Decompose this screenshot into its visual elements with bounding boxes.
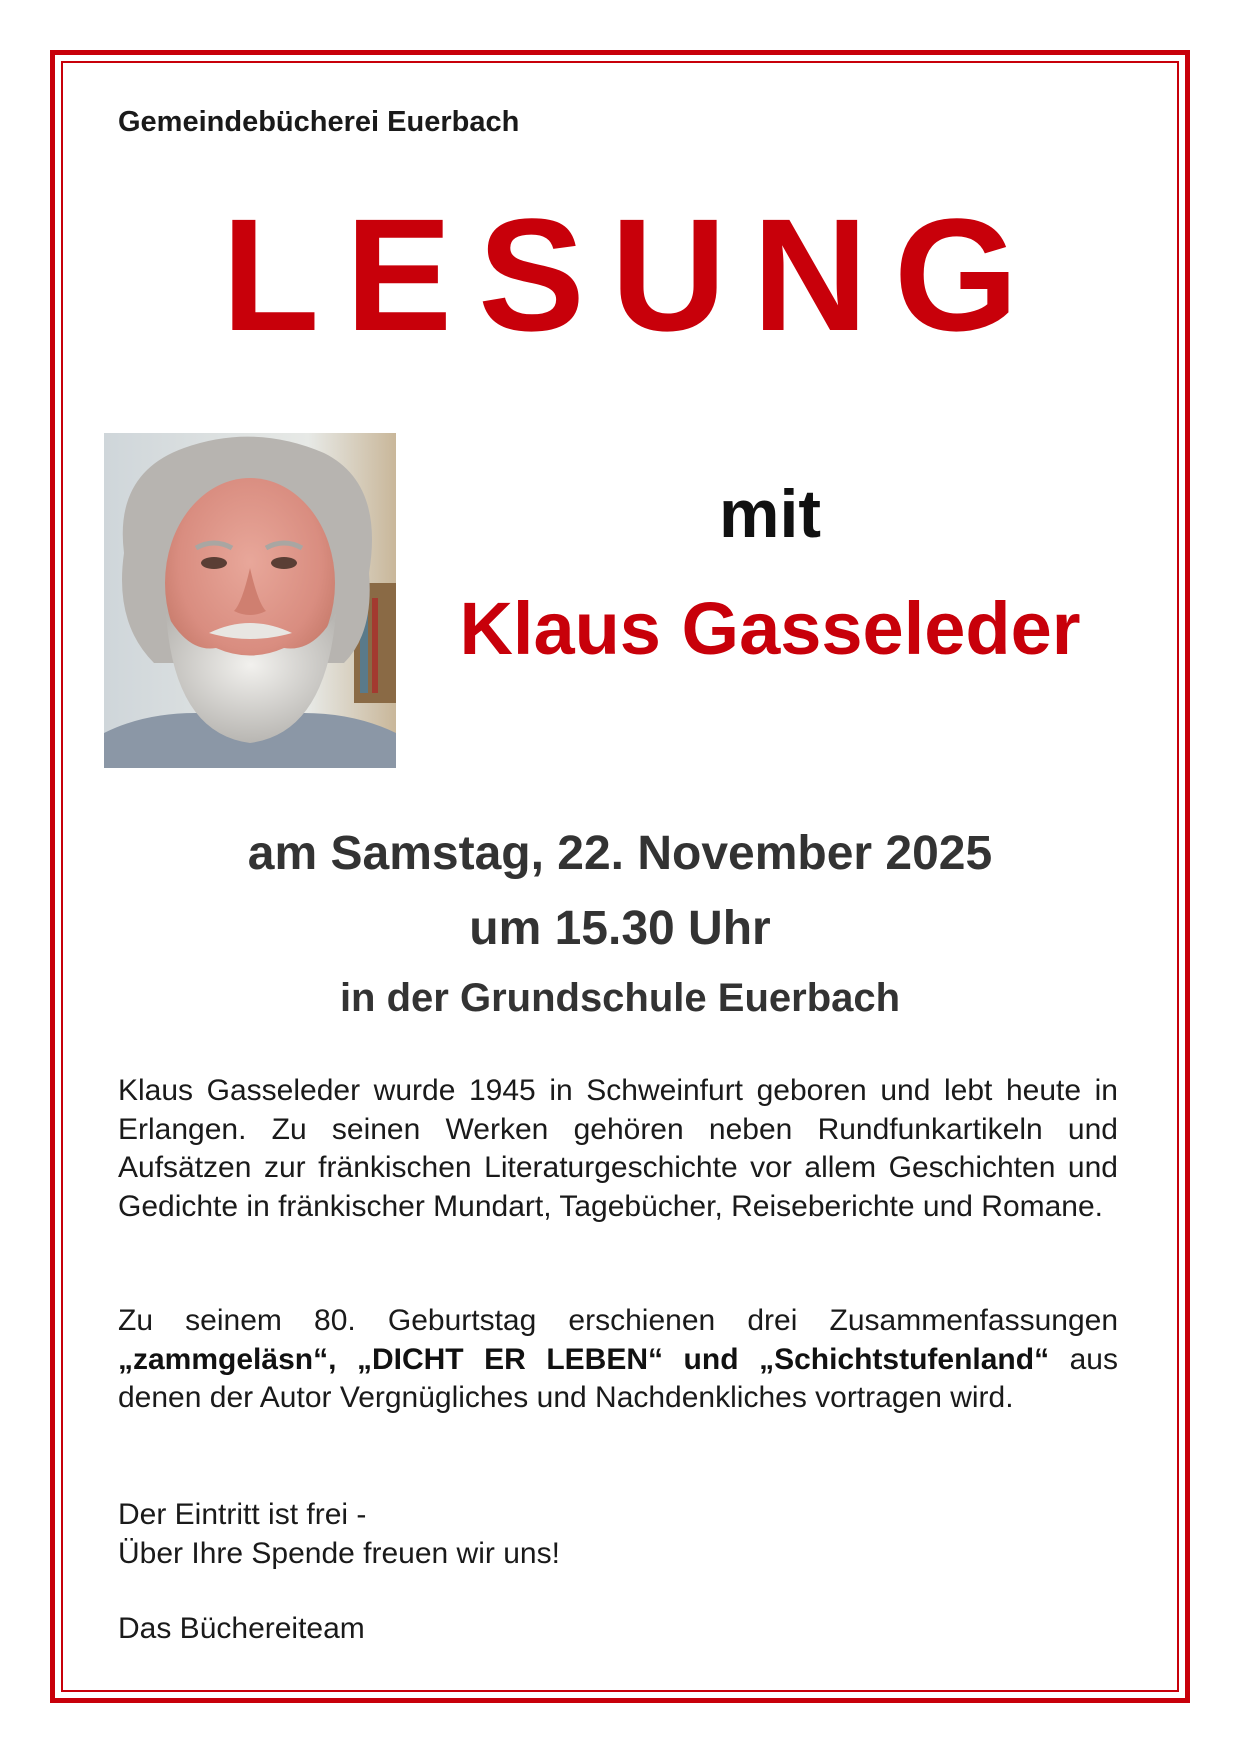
author-bio-paragraph: Klaus Gasseleder wurde 1945 in Schweinfurt geboren und lebt heute in Erlangen. Zu seinen Werken gehören neben Rundfunkartikeln und Aufsätzen zur fränkischen Literaturgeschichte vor allem Geschichten und Gedichte in fränkischer Mundart, Tagebücher, Reiseberichte und Romane. (118, 1074, 1118, 1223)
publications-outro: aus denen der Autor Vergnügliches und Nachdenkliches vortragen wird. (118, 1342, 1118, 1414)
headline-letter: E (345, 185, 453, 364)
headline-letter: U (610, 185, 727, 364)
book-title-3: „Schichtstufenland“ (759, 1342, 1050, 1376)
publications-intro: Zu seinem 80. Geburtstag erschienen drei Zusammenfassungen (118, 1304, 1118, 1337)
library-name: Gemeindebücherei Euerbach (118, 106, 520, 138)
donation-note: Über Ihre Spende freuen wir uns! (118, 1536, 560, 1570)
signature: Das Büchereiteam (118, 1612, 365, 1645)
headline-letter: G (893, 185, 1019, 364)
admission-free: Der Eintritt ist frei - (118, 1498, 367, 1531)
book-title-connector: und (683, 1342, 739, 1376)
author-name: Klaus Gasseleder (459, 587, 1081, 670)
author-photo (104, 433, 396, 768)
with-word: mit (719, 476, 821, 552)
event-date: am Samstag, 22. November 2025 (247, 827, 993, 880)
headline-letter: L (221, 185, 320, 364)
event-place: in der Grundschule Euerbach (339, 976, 901, 1020)
publications-paragraph (118, 1302, 1118, 1418)
headline (0, 185, 1240, 364)
headline-letter: N (752, 185, 868, 364)
book-title-2: „DICHT ER LEBEN“ (356, 1342, 664, 1376)
headline-letter: S (478, 185, 585, 364)
event-time: um 15.30 Uhr (469, 902, 771, 955)
admission-note (118, 1496, 1118, 1573)
book-title-1: „zammgeläsn“, (118, 1342, 337, 1376)
